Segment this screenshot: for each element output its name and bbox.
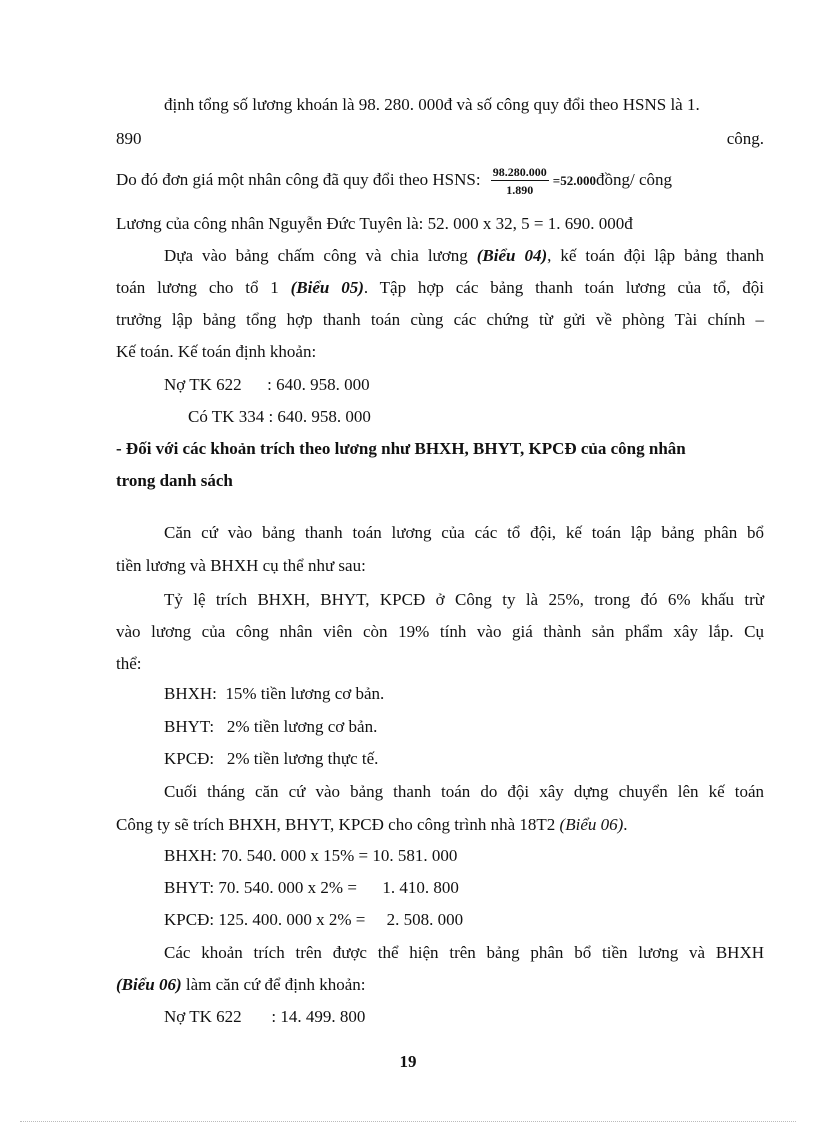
journal-entry-debit: Nợ TK 622 : 14. 499. 800: [164, 1007, 366, 1026]
figure-reference: (Biểu 06): [116, 975, 182, 994]
figure-reference: (Biểu 04): [476, 246, 548, 265]
rate-bhxh: BHXH: 15% tiền lương cơ bản.: [164, 684, 385, 703]
paragraph-line: vào lương của công nhân viên còn 19% tính vào giá thành sản phẩm xây lắp. Cụ: [116, 622, 764, 641]
fraction: [491, 165, 549, 197]
text-fragment: , kế toán đội lập bảng thanh: [547, 246, 764, 265]
paragraph-line: trưởng lập bảng tổng hợp thanh toán cùng các chứng từ gửi về phòng Tài chính –: [116, 310, 764, 329]
page-number: 19: [399, 1052, 417, 1071]
section-heading: trong danh sách: [116, 471, 233, 490]
paragraph-line: [116, 974, 764, 996]
formula-result: 52.000: [560, 173, 596, 188]
paragraph-line: tiền lương và BHXH cụ thể như sau:: [116, 556, 366, 575]
figure-reference: (Biểu 05): [290, 278, 364, 297]
formula-prefix: Do đó đơn giá một nhân công đã quy đổi theo HSNS:: [116, 170, 481, 189]
paragraph-line: Căn cứ vào bảng thanh toán lương của các tổ đội, kế toán lập bảng phân bổ: [164, 523, 764, 542]
text-fragment: 890: [116, 129, 142, 148]
text-fragment: toán lương cho tổ 1: [116, 278, 291, 297]
paragraph-line: định tổng số lương khoán là 98. 280. 000đ và số công quy đổi theo HSNS là 1.: [164, 95, 700, 114]
paragraph-line: Lương của công nhân Nguyễn Đức Tuyên là: 52. 000 x 32, 5 = 1. 690. 000đ: [116, 214, 633, 233]
text-fragment: .: [623, 815, 628, 834]
paragraph-line: Kế toán. Kế toán định khoản:: [116, 342, 317, 361]
journal-entry-debit: Nợ TK 622 : 640. 958. 000: [164, 375, 370, 394]
figure-reference: (Biểu 06): [559, 815, 624, 834]
calc-bhxh: BHXH: 70. 540. 000 x 15% = 10. 581. 000: [164, 846, 458, 865]
journal-entry-credit: Có TK 334 : 640. 958. 000: [188, 407, 371, 426]
text-fragment: . Tập hợp các bảng thanh toán lương của tổ, đội: [363, 278, 764, 297]
paragraph-line: [164, 245, 764, 267]
text-fragment: Dựa vào bảng chấm công và chia lương: [164, 246, 477, 265]
section-heading: - Đối với các khoản trích theo lương như BHXH, BHYT, KPCĐ của công nhân: [116, 439, 686, 458]
paragraph-line: [116, 128, 764, 150]
text-fragment: Công ty sẽ trích BHXH, BHYT, KPCĐ cho công trình nhà 18T2: [116, 815, 560, 834]
fraction-denominator: 1.890: [506, 183, 534, 198]
equals-sign: =: [552, 173, 561, 188]
paragraph-line: [116, 814, 764, 836]
page-divider: [20, 1121, 796, 1122]
paragraph-line: thể:: [116, 654, 142, 673]
paragraph-line: [116, 277, 764, 299]
paragraph-line: Cuối tháng căn cứ vào bảng thanh toán do đội xây dựng chuyển lên kế toán: [164, 782, 764, 801]
rate-kpcd: KPCĐ: 2% tiền lương thực tế.: [164, 749, 379, 768]
formula-suffix: đồng/ công: [595, 170, 672, 189]
calc-bhyt: BHYT: 70. 540. 000 x 2% = 1. 410. 800: [164, 878, 459, 897]
paragraph-line: Tỷ lệ trích BHXH, BHYT, KPCĐ ở Công ty là 25%, trong đó 6% khấu trừ: [164, 590, 764, 609]
fraction-numerator: 98.280.000: [492, 165, 547, 180]
formula-line: [116, 160, 764, 200]
calc-kpcd: KPCĐ: 125. 400. 000 x 2% = 2. 508. 000: [164, 910, 464, 929]
text-fragment: làm căn cứ để định khoản:: [181, 975, 366, 994]
rate-bhyt: BHYT: 2% tiền lương cơ bản.: [164, 717, 378, 736]
paragraph-line: Các khoản trích trên được thể hiện trên bảng phân bổ tiền lương và BHXH: [164, 943, 764, 962]
text-fragment: công.: [726, 129, 764, 148]
